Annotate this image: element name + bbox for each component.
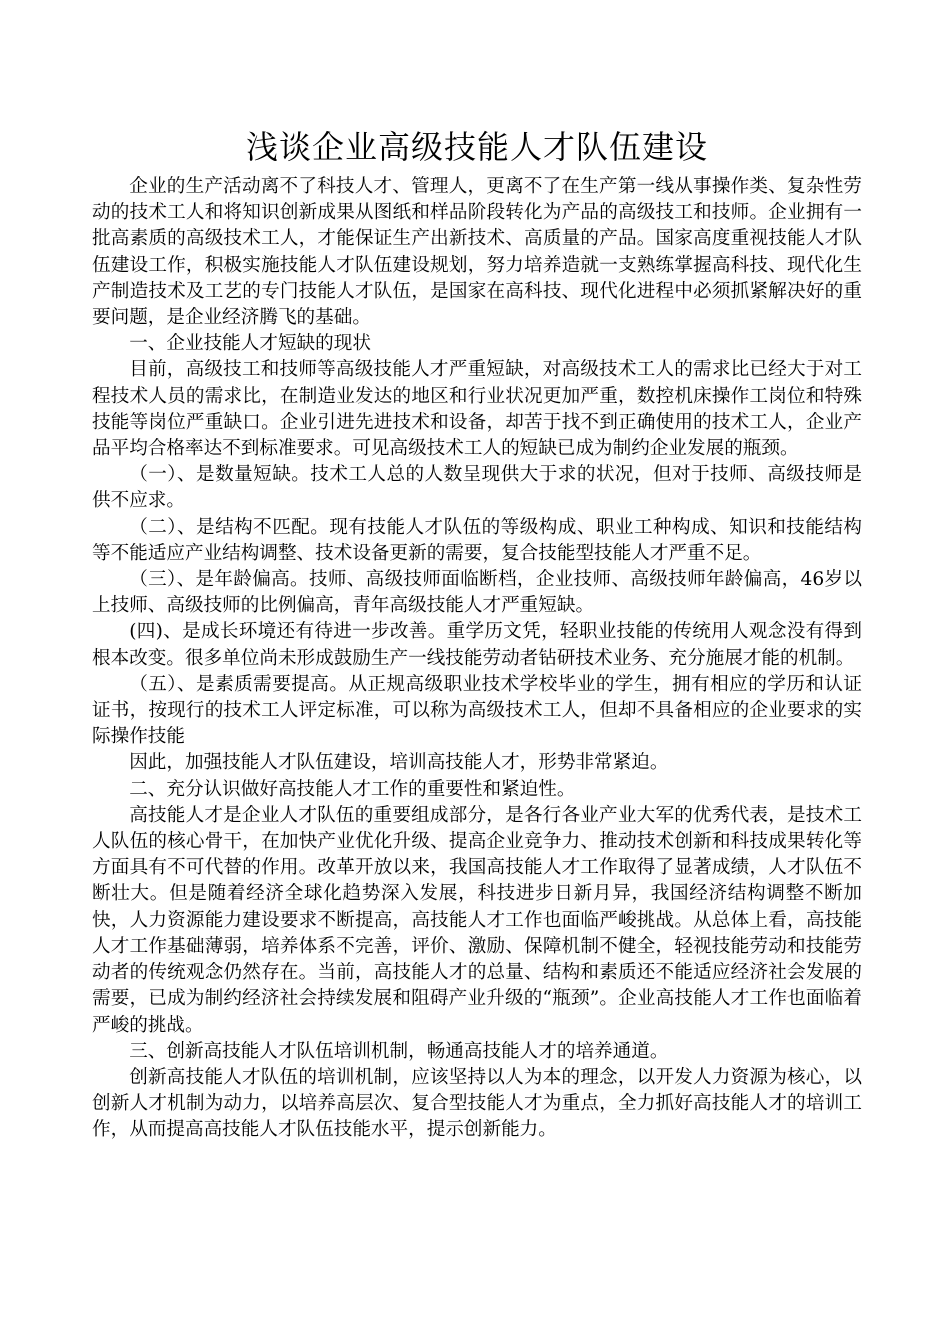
conclusion-paragraph: 因此，加强技能人才队伍建设，培训高技能人才，形势非常紧迫。 (129, 752, 669, 774)
section-2-heading: 二、充分认识做好高技能人才工作的重要性和紧迫性。 (129, 778, 576, 800)
point-4-paragraph: (四)、是成长环境还有待进一步改善。重学历文凭，轻职业技能的传统用人观念没有得到根本改变。很多单位尚未形成鼓励生产一线技能劳动者钻研技术业务、充分施展才能的机制。 (92, 621, 862, 669)
section-3-heading: 三、创新高技能人才队伍培训机制，畅通高技能人才的培养通道。 (129, 1040, 669, 1062)
section-2-paragraph: 高技能人才是企业人才队伍的重要组成部分，是各行各业产业大军的优秀代表，是技术工人队伍的核心骨干，在加快产业优化升级、提高企业竞争力、推动技术创新和科技成果转化等方面具有不可代替的作用。改革开放以来，我国高技能人才工作取得了显著成绩，人才队伍不断壮大。但是随着经济全球化趋势深入发展，科技进步日新月异，我国经济结构调整不断加快，人力资源能力建设要求不断提高，高技能人才工作也面临严峻挑战。从总体上看，高技能人才工作基础薄弱，培养体系不完善，评价、激励、保障机制不健全，轻视技能劳动和技能劳动者的传统观念仍然存在。当前，高技能人才的总量、结构和素质还不能适应经济社会发展的需要，已成为制约经济社会持续发展和阻碍产业升级的“瓶颈”。企业高技能人才工作也面临着严峻的挑战。 (92, 804, 862, 1036)
point-1-paragraph: （一）、是数量短缺。技术工人总的人数呈现供大于求的状况，但对于技师、高级技师是供不应求。 (92, 464, 862, 512)
section-1-heading: 一、企业技能人才短缺的现状 (129, 333, 371, 355)
intro-paragraph: 企业的生产活动离不了科技人才、管理人，更离不了在生产第一线从事操作类、复杂性劳动的技术工人和将知识创新成果从图纸和样品阶段转化为产品的高级技工和技师。企业拥有一批高素质的高级技术工人，才能保证生产出新技术、高质量的产品。国家高度重视技能人才队伍建设工作，积极实施技能人才队伍建设规划，努力培养造就一支熟练掌握高科技、现代化生产制造技术及工艺的专门技能人才队伍，是国家在高科技、现代化进程中必须抓紧解决好的重要问题，是企业经济腾飞的基础。 (92, 176, 862, 329)
section-3-paragraph: 创新高技能人才队伍的培训机制，应该坚持以人为本的理念，以开发人力资源为核心，以创新人才机制为动力，以培养高层次、复合型技能人才为重点，全力抓好高技能人才的培训工作，从而提高高技能人才队伍技能水平，提示创新能力。 (92, 1066, 862, 1141)
point-5-paragraph: （五）、是素质需要提高。从正规高级职业技术学校毕业的学生，拥有相应的学历和认证证书，按现行的技术工人评定标准，可以称为高级技术工人，但却不具备相应的企业要求的实际操作技能 (92, 673, 862, 748)
document-title: 浅谈企业高级技能人才队伍建设 (245, 128, 708, 166)
point-2-paragraph: （二）、是结构不匹配。现有技能人才队伍的等级构成、职业工种构成、知识和技能结构等不能适应产业结构调整、技术设备更新的需要，复合技能型技能人才严重不足。 (92, 516, 862, 564)
point-3-paragraph: （三）、是年龄偏高。技师、高级技师面临断档，企业技师、高级技师年龄偏高，46岁以上技师、高级技师的比例偏高，青年高级技能人才严重短缺。 (92, 569, 862, 617)
section-1-paragraph: 目前，高级技工和技师等高级技能人才严重短缺，对高级技术工人的需求比已经大于对工程技术人员的需求比，在制造业发达的地区和行业状况更加严重，数控机床操作工岗位和特殊技能等岗位严重缺口。企业引进先进技术和设备，却苦于找不到正确使用的技术工人，企业产品平均合格率达不到标准要求。可见高级技术工人的短缺已成为制约企业发展的瓶颈。 (92, 359, 862, 460)
